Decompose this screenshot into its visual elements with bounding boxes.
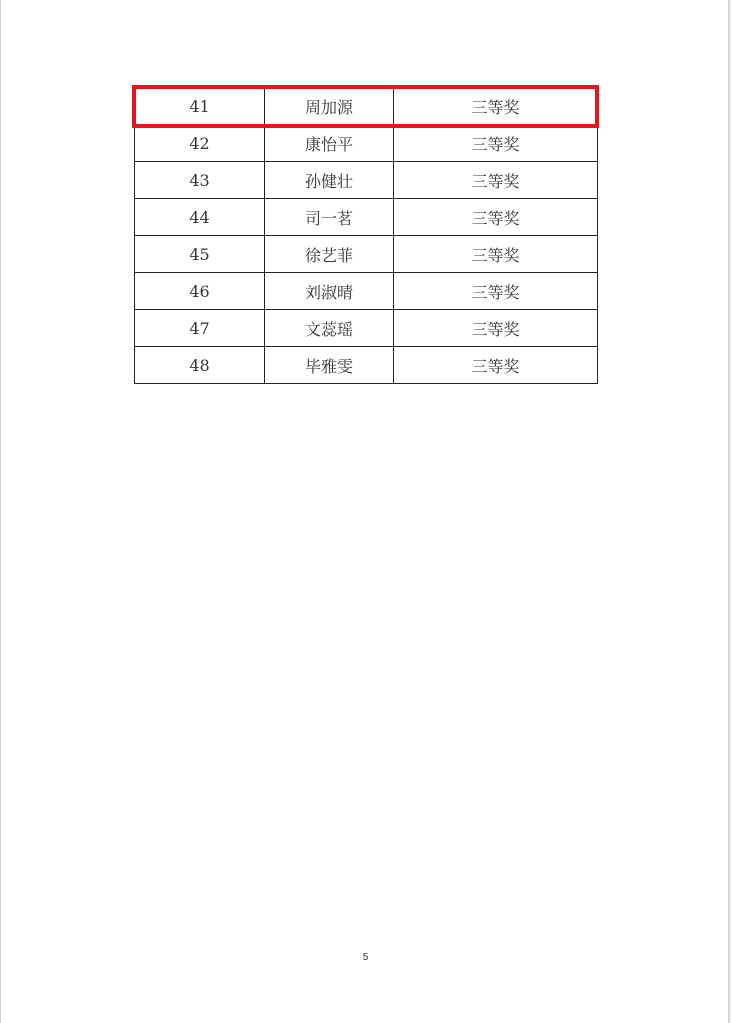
award-level: 三等奖: [394, 88, 598, 125]
table-row: [135, 310, 598, 347]
student-name: 司一茗: [265, 199, 394, 236]
row-number: 42: [135, 125, 265, 162]
table-row: [135, 273, 598, 310]
table-row: [135, 236, 598, 273]
table-row: [135, 162, 598, 199]
student-name: 刘淑晴: [265, 273, 394, 310]
table-row: [135, 125, 598, 162]
award-level: 三等奖: [394, 236, 598, 273]
table-row: [135, 88, 598, 125]
row-number: 48: [135, 347, 265, 384]
student-name: 文蕊瑶: [265, 310, 394, 347]
award-level: 三等奖: [394, 162, 598, 199]
row-number: 47: [135, 310, 265, 347]
student-name: 徐艺菲: [265, 236, 394, 273]
table-row: [135, 199, 598, 236]
student-name: 孙健壮: [265, 162, 394, 199]
row-number: 45: [135, 236, 265, 273]
student-name: 周加源: [265, 88, 394, 125]
row-number: 43: [135, 162, 265, 199]
row-number: 44: [135, 199, 265, 236]
student-name: 康怡平: [265, 125, 394, 162]
award-table: [134, 87, 598, 384]
award-level: 三等奖: [394, 273, 598, 310]
row-number: 41: [135, 88, 265, 125]
row-number: 46: [135, 273, 265, 310]
student-name: 毕雅雯: [265, 347, 394, 384]
table-row: [135, 347, 598, 384]
award-level: 三等奖: [394, 125, 598, 162]
award-level: 三等奖: [394, 199, 598, 236]
award-level: 三等奖: [394, 310, 598, 347]
award-level: 三等奖: [394, 347, 598, 384]
page-number: 5: [362, 952, 369, 963]
